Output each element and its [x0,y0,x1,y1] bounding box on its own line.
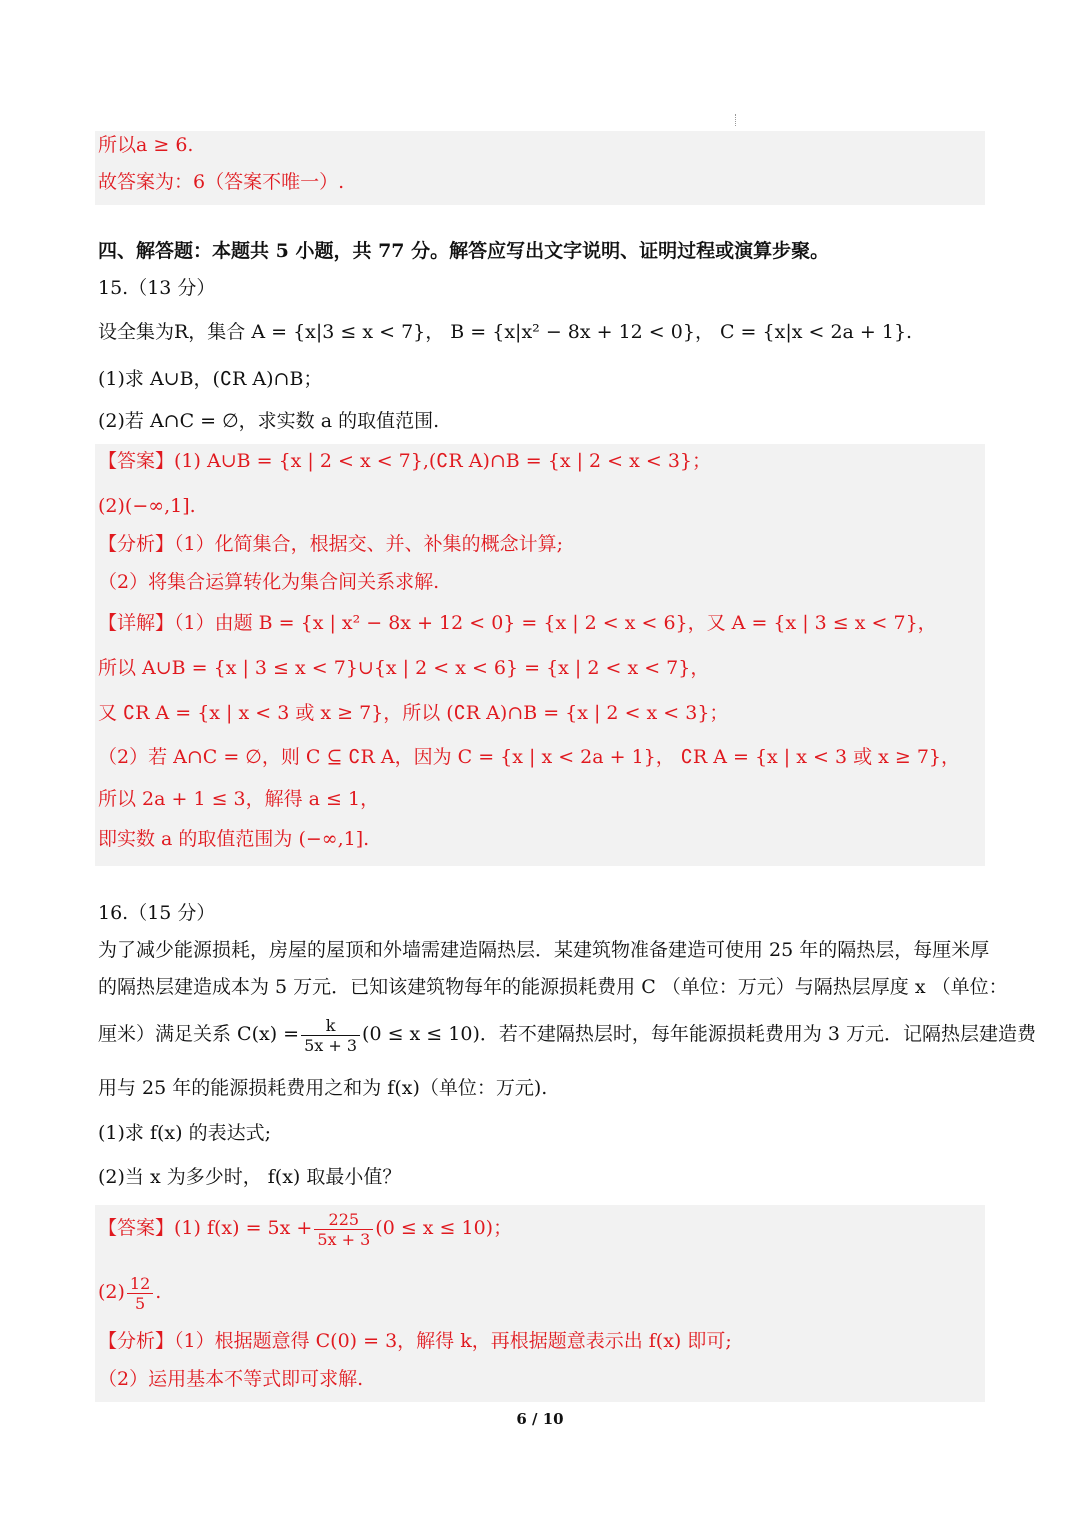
q16-answer2-denominator: 5 [135,1293,146,1313]
q15-part1: (1)求 A∪B，(∁R A)∩B； [98,368,323,390]
q16-k-numerator: k [301,1016,360,1036]
q16-analysis-line1 [98,1329,732,1353]
q16-stem3 [98,1014,1036,1055]
q16-answer2-pre: (2) [98,1281,125,1303]
q15-detail4: （2）若 A∩C = ∅，则 C ⊆ ∁R A，因为 C = {x | x < 2a + 1}， ∁R A = {x | x < 3 或 x ≥ 7}， [98,746,961,768]
q16-part1: (1)求 f(x) 的表达式; [98,1122,271,1144]
q16-analysis1: （1）根据题意得 C(0) = 3，解得 k，再根据题意表示出 f(x) 即可; [174,1330,732,1352]
q15-detail5: 所以 2a + 1 ≤ 3，解得 a ≤ 1， [98,788,380,810]
q16-answer1-numerator: 225 [314,1210,373,1230]
q15-detail6: 即实数 a 的取值范围为 (−∞,1]. [98,828,370,850]
q15-analysis2: （2）将集合运算转化为集合间关系求解. [98,571,440,593]
q15-detail2: 所以 A∪B = {x | 3 ≤ x < 7}∪{x | 2 < x < 6} = {x | 2 < x < 7}， [98,657,710,679]
q15-answer2: (2)(−∞,1]. [98,495,196,517]
q16-answer1-denominator: 5x + 3 [317,1229,371,1249]
q16-answer2-post: . [155,1281,162,1303]
q16-stem4: 用与 25 年的能源损耗费用之和为 f(x)（单位：万元). [98,1077,548,1099]
q15-answer1: (1) A∪B = {x | 2 < x < 7},(∁R A)∩B = {x | 2 < x < 3}； [174,450,711,472]
q16-answer-line1 [98,1208,512,1249]
q15-analysis-line1 [98,532,563,556]
q16-answer2-numerator: 12 [127,1274,153,1294]
q15-answer-label: 【答案】 [98,450,175,472]
top-line-1: 所以a ≥ 6. [98,134,194,156]
q16-k-denominator: 5x + 3 [304,1035,358,1055]
q16-answer1-fraction [314,1210,373,1249]
page-number: 6 / 10 [516,1410,564,1428]
q16-stem1: 为了减少能源损耗，房屋的屋顶和外墙需建造隔热层．某建筑物准备建造可使用 25 年的隔热层，每厘米厚 [98,939,990,961]
q16-answer1-pre: (1) f(x) = 5x + [174,1217,313,1239]
q15-detail-line1 [98,611,937,635]
q15-number: 15.（13 分） [98,277,216,299]
q15-part2: (2)若 A∩C = ∅，求实数 a 的取值范围. [98,410,440,432]
q15-detail-label: 【详解】 [98,612,175,634]
q16-k-fraction [301,1016,360,1055]
q16-analysis2: （2）运用基本不等式即可求解. [98,1368,364,1390]
section-heading: 四、解答题：本题共 5 小题，共 77 分。解答应写出文字说明、证明过程或演算步聚。 [98,240,830,262]
q16-part2: (2)当 x 为多少时， f(x) 取最小值？ [98,1166,402,1188]
q16-answer1-post: (0 ≤ x ≤ 10)； [375,1217,513,1239]
q15-analysis-label: 【分析】 [98,533,175,555]
header-mark [735,114,737,126]
q15-analysis1: （1）化简集合，根据交、并、补集的概念计算; [174,533,564,555]
q15-detail1: （1）由题 B = {x | x² − 8x + 12 < 0} = {x | 2 < x < 6}，又 A = {x | 3 ≤ x < 7}， [174,612,937,634]
q16-stem3-pre: 厘米）满足关系 C(x) = [98,1023,300,1045]
q15-answer-line1 [98,449,711,473]
q16-stem2: 的隔热层建造成本为 5 万元．已知该建筑物每年的能源损耗费用 C （单位：万元）与隔热层厚度 x （单位： [98,976,1008,998]
q16-analysis-label: 【分析】 [98,1330,175,1352]
q16-answer-label: 【答案】 [98,1217,175,1239]
q16-answer2-fraction [127,1274,153,1313]
q16-stem3-post: (0 ≤ x ≤ 10)．若不建隔热层时，每年能源损耗费用为 3 万元．记隔热层建造费 [362,1023,1037,1045]
top-line-2: 故答案为：6（答案不唯一）. [98,171,345,193]
q16-number: 16.（15 分） [98,902,216,924]
q16-answer-line2 [98,1272,161,1313]
q15-stem: 设全集为R，集合 A = {x|3 ≤ x < 7}， B = {x|x² − 8x + 12 < 0}， C = {x|x < 2a + 1}. [98,321,913,343]
q15-detail3: 又 ∁R A = {x | x < 3 或 x ≥ 7}，所以 (∁R A)∩B = {x | 2 < x < 3}； [98,702,729,724]
